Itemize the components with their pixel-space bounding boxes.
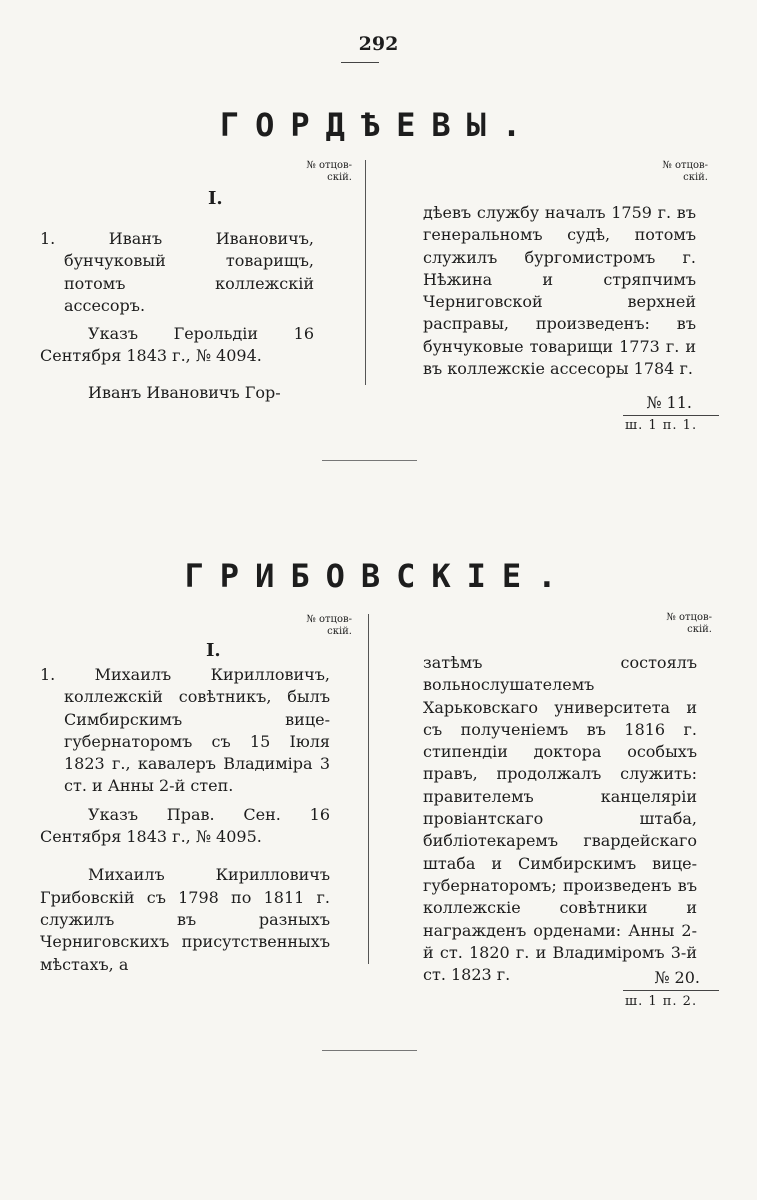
column-note-left: № отцов- скій.: [306, 614, 352, 637]
column-divider: [368, 614, 369, 964]
archive-reference: ш. 1 п. 2.: [625, 994, 698, 1009]
page-number: 292: [358, 33, 399, 55]
section-title: ГОРДѢЕВЫ.: [219, 106, 538, 144]
paragraph: 1. Михаилъ Кирилловичъ, коллежскій совѣтникъ, былъ Симбирскимъ вице-губернаторомъ съ 15 Іюля 1823 г., кавалеръ Владиміра 3 ст. и Анны 2-й степ.: [40, 665, 330, 796]
paragraph: затѣмъ состоялъ вольнослушателемъ Харьковскаго университета и съ полученіемъ въ 1816 г. стипендіи доктора особыхъ правъ, продолжалъ служить: правителемъ канцеляріи провіантскаго штаба, библіотекаремъ гвардейскаго штаба и Симбирскимъ вице-губернаторомъ; произведенъ въ коллежскіе совѣтники и награжденъ орденами: Анны 2-й ст. 1820 г. и Владиміромъ 3-й ст. 1823 г.: [423, 653, 697, 985]
column-note-right: № отцов- скій.: [666, 612, 712, 635]
paragraph: Указъ Герольдіи 16 Сентября 1843 г., № 4094.: [40, 324, 314, 366]
section-separator: [322, 460, 417, 461]
section-roman-numeral: I.: [208, 188, 223, 209]
paragraph: Михаилъ Кирилловичъ Грибовскій съ 1798 по 1811 г. служилъ въ разныхъ Черниговскихъ присутственныхъ мѣстахъ, а: [40, 865, 330, 974]
reference-rule: [623, 990, 719, 991]
paragraph: Иванъ Ивановичъ Гор-: [88, 382, 281, 402]
section-title: ГРИБОВСКІЕ.: [184, 557, 573, 595]
paragraph: дѣевъ службу началъ 1759 г. въ генеральномъ судѣ, потомъ служилъ бургомистромъ г. Нѣжина и стряпчимъ Черниговской верхней расправы, произведенъ: въ бунчуковые товарищи 1773 г. и въ коллежскіе ассесоры 1784 г.: [423, 203, 696, 379]
column-divider: [365, 160, 366, 385]
left-column-text: [40, 664, 330, 976]
right-column-text: [423, 202, 696, 380]
left-column-text: [40, 228, 314, 404]
section-roman-numeral: I.: [206, 640, 221, 661]
reference-rule: [623, 415, 719, 416]
column-note-right: № отцов- скій.: [662, 160, 708, 183]
entry-number: № 20.: [654, 968, 700, 987]
column-note-left: № отцов- скій.: [306, 160, 352, 183]
section-separator: [322, 1050, 417, 1051]
right-column-text: [423, 652, 697, 986]
paragraph: 1. Иванъ Ивановичъ, бунчуковый товарищъ, потомъ коллежскій ассесоръ.: [40, 229, 314, 315]
paragraph: Указъ Прав. Сен. 16 Сентября 1843 г., № 4095.: [40, 804, 330, 847]
page-number-rule: [341, 62, 379, 63]
entry-number: № 11.: [646, 393, 692, 412]
archive-reference: ш. 1 п. 1.: [625, 418, 698, 433]
